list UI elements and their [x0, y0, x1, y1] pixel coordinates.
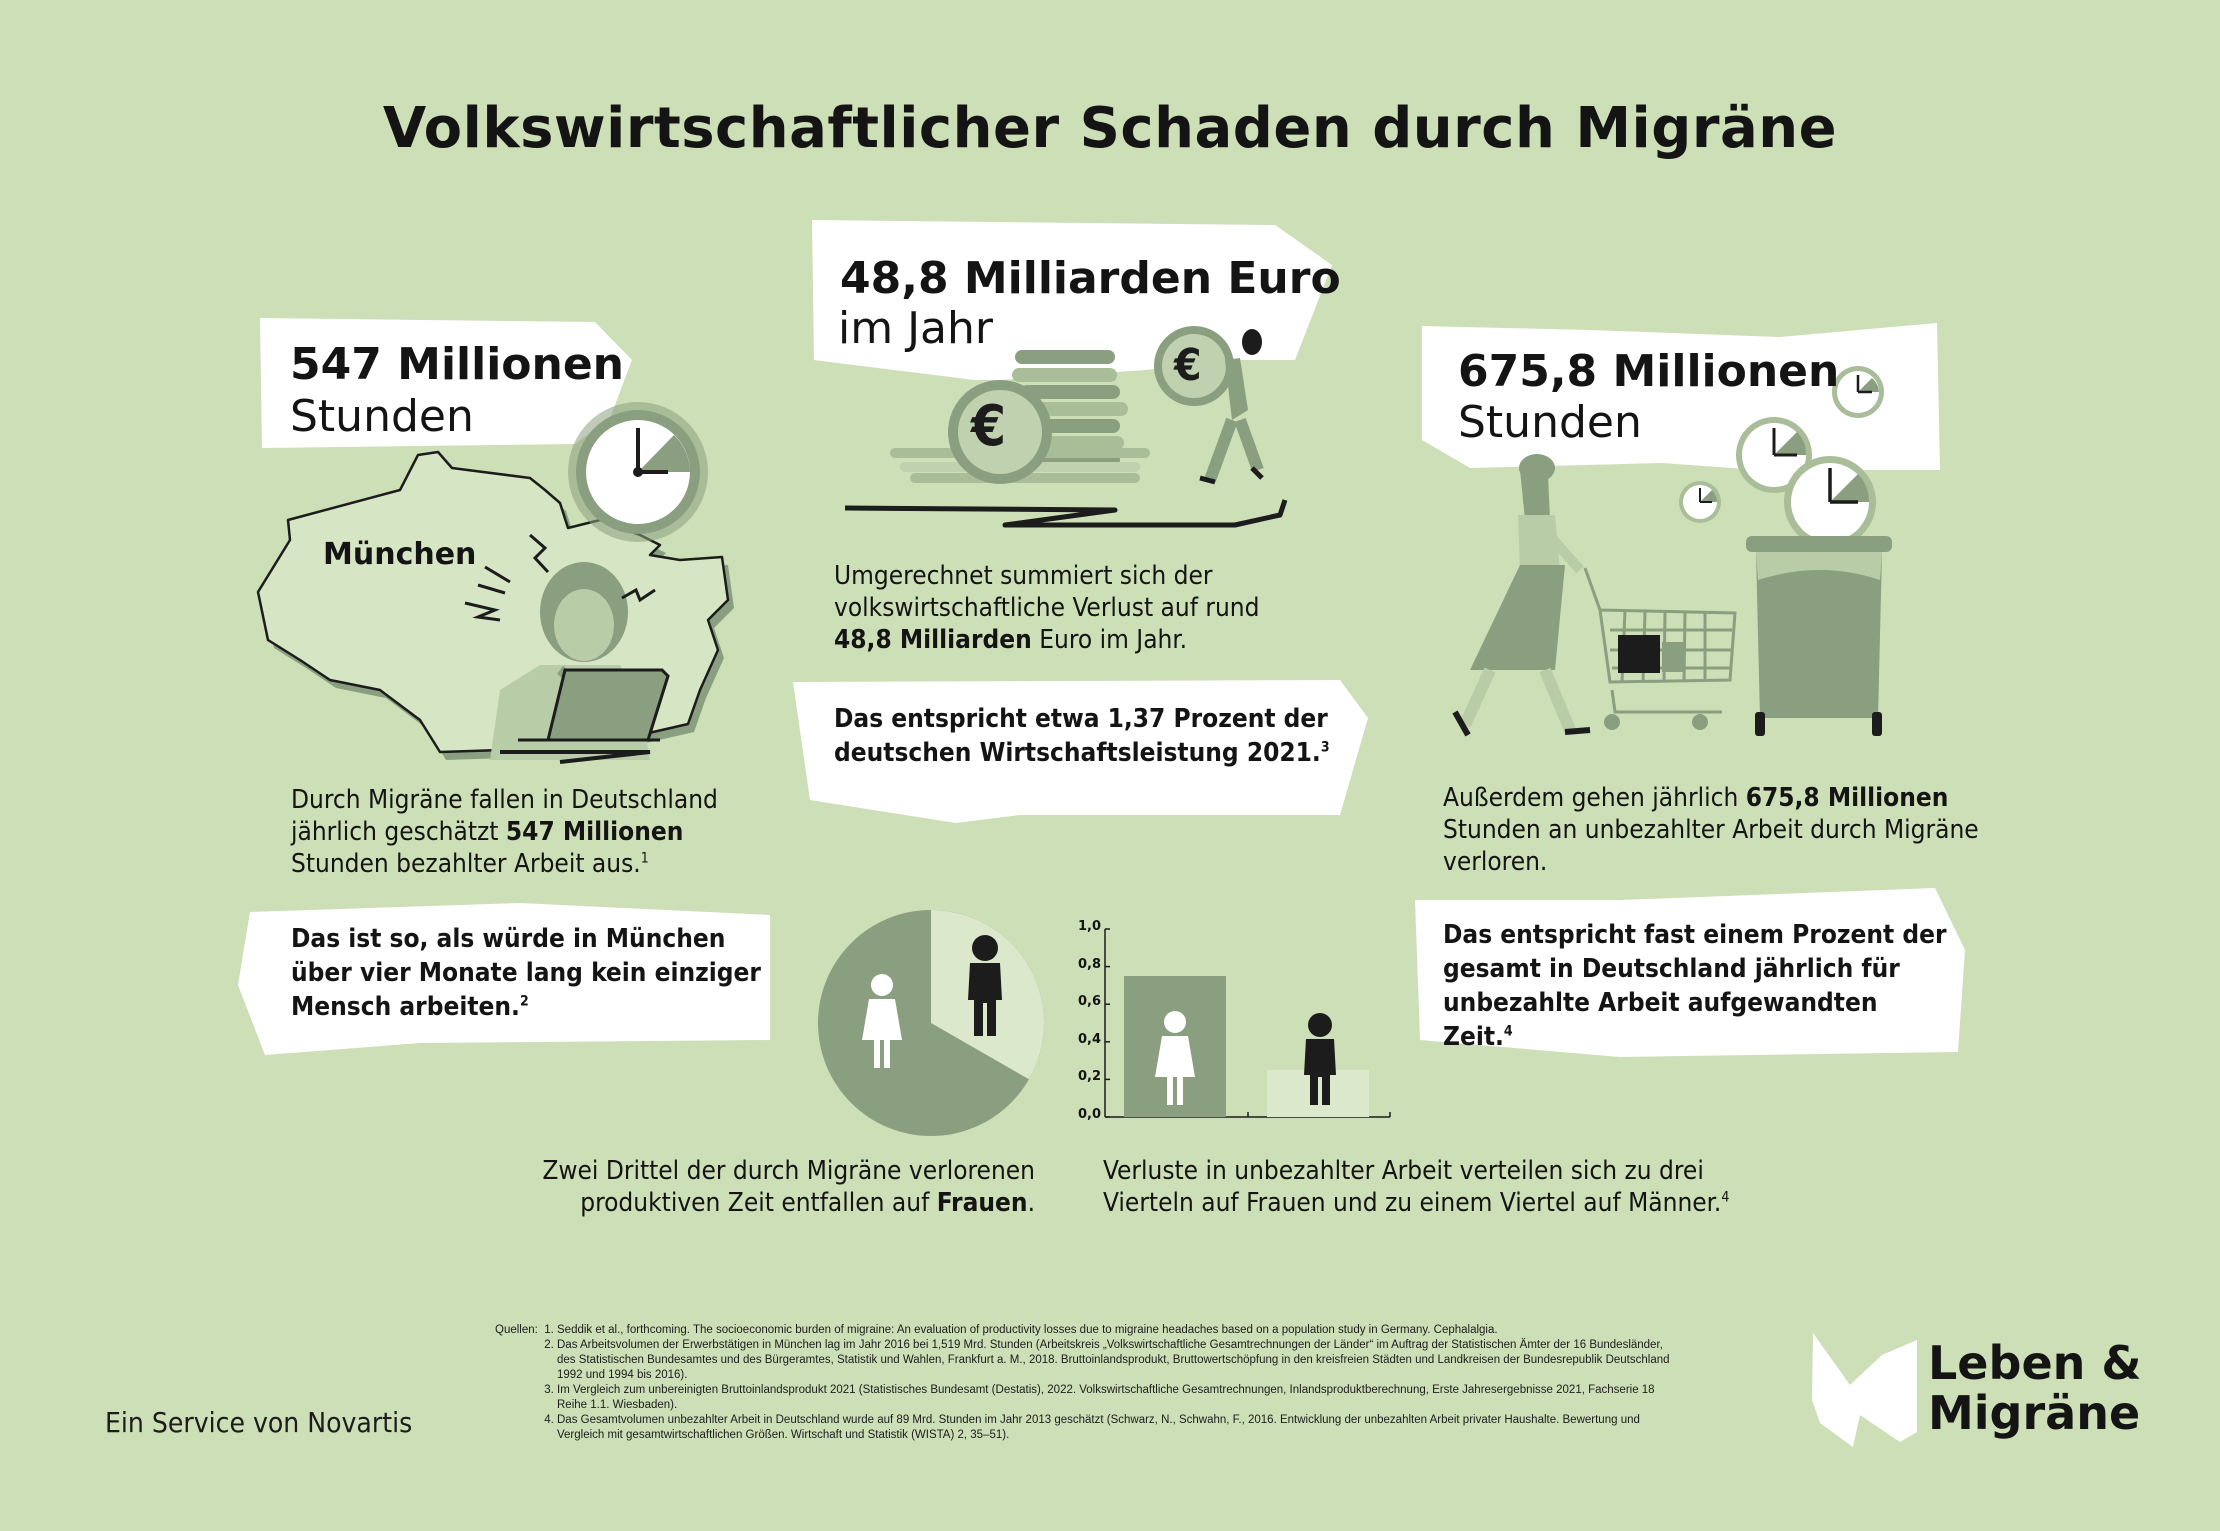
- source-item: 3. Im Vergleich zum unbereinigten Bruttoinlandsprodukt 2021 (Statistisches Bundesamt (Destatis), 2022. Volkswirtschaftliche Gesamtrechnungen, Inlandsproduktberechnung, Erste Jahresergebnisse 2021, Fachserie 18 Reihe 1.1. Wiesbaden).: [557, 1383, 1675, 1413]
- center-headline-number: 48,8 Milliarden Euro: [840, 253, 1341, 304]
- source-item: 2. Das Arbeitsvolumen der Erwerbstätigen in München lag im Jahr 2016 bei 1,519 Mrd. Stunden (Arbeitskreis „Volkswirtschaftliche Gesamtrechnungen der Länder“ im Auftrag der Statistischen Ämter der 16 Bundesländer, des Statistischen Bundesamtes und des Bürgeramtes, Statistik und Wahlen, Frankfurt a. M., 2018. Bruttoinlandsprodukt, Bruttowertschöpfung in den kreisfreien Städten und Landkreisen der Bundesrepublik Deutschland 1992 und 1994 bis 2016).: [557, 1338, 1675, 1383]
- logo-line-1: Leben &: [1928, 1336, 2142, 1390]
- clock-icon-large: [1784, 456, 1876, 548]
- pie-chart-caption: Zwei Drittel der durch Migräne verlorenen produktiven Zeit entfallen auf Frauen.: [542, 1156, 1035, 1218]
- center-callout-text: Das entspricht etwa 1,37 Prozent der deutschen Wirtschaftsleistung 2021.$^3$: [834, 704, 1330, 768]
- logo-wordmark: [1928, 1338, 2142, 1438]
- right-description: Außerdem gehen jährlich 675,8 Millionen Stunden an unbezahlter Arbeit durch Migräne verloren.: [1443, 783, 1979, 877]
- y-tick-label: 0,0: [1078, 1107, 1102, 1122]
- right-headline-unit: Stunden: [1458, 397, 1642, 448]
- right-headline-number: 675,8 Millionen: [1458, 346, 1840, 397]
- pie-chart: [818, 910, 1044, 1136]
- bar-chart-caption: Verluste in unbezahlter Arbeit verteilen sich zu drei Vierteln auf Frauen und zu einem Viertel auf Männer.$^4$: [1103, 1156, 1730, 1218]
- bar-chart: [1105, 929, 1390, 1117]
- y-tick-label: 0,8: [1078, 956, 1102, 972]
- page-title: Volkswirtschaftlicher Schaden durch Migräne: [382, 96, 1838, 161]
- left-description: Durch Migräne fallen in Deutschland jährlich geschätzt 547 Millionen Stunden bezahlter Arbeit aus.$^1$: [291, 785, 718, 879]
- clock-icon-tiny: [1679, 481, 1721, 523]
- left-callout-text: Das ist so, als würde in München über vier Monate lang kein einziger Mensch arbeiten.$^2$: [291, 924, 761, 1022]
- clock-icon-small-1: [1832, 366, 1884, 418]
- left-headline-unit: Stunden: [290, 391, 474, 442]
- source-item: 1. Seddik et al., forthcoming. The socioeconomic burden of migraine: An evaluation of productivity losses due to migraine headaches based on a population study in Germany. Cephalalgia.: [557, 1323, 1675, 1338]
- center-description: Umgerechnet summiert sich der volkswirtschaftliche Verlust auf rund 48,8 Milliarden Euro im Jahr.: [834, 561, 1260, 655]
- y-tick-label: 0,4: [1078, 1031, 1102, 1047]
- left-headline-number: 547 Millionen: [290, 339, 624, 390]
- sources-label: Quellen:: [495, 1324, 538, 1336]
- leben-migraene-logo-mark: [1812, 1333, 1917, 1447]
- euro-icon-large: €: [971, 394, 1007, 459]
- euro-icon-small: €: [1174, 340, 1202, 391]
- sources-list: [535, 1323, 1675, 1443]
- logo-line-2: Migräne: [1928, 1386, 2141, 1440]
- right-callout-text: Das entspricht fast einem Prozent der gesamt in Deutschland jährlich für unbezahlte Arbeit aufgewandten Zeit.$^4$: [1443, 920, 1947, 1052]
- motion-line: [845, 500, 1285, 525]
- source-item: 4. Das Gesamtvolumen unbezahlter Arbeit in Deutschland wurde auf 89 Mrd. Stunden im Jahr 2013 geschätzt (Schwarz, N., Schwahn, F., 2016. Entwicklung der unbezahlten Arbeit privater Haushalte. Bewertung und Vergleich mit gesamtwirtschaftlichen Größen. Wirtschaft und Statistik (WISTA) 2, 35–51).: [557, 1413, 1675, 1443]
- y-tick-label: 0,2: [1078, 1069, 1102, 1085]
- clock-icon-left: [568, 402, 708, 542]
- service-note: Ein Service von Novartis: [105, 1406, 413, 1439]
- map-label-munich: München: [323, 537, 477, 572]
- center-headline-unit: im Jahr: [838, 303, 993, 354]
- y-tick-label: 1,0: [1078, 919, 1102, 934]
- y-tick-label: 0,6: [1078, 994, 1102, 1010]
- trash-bin-illustration: [1746, 536, 1892, 736]
